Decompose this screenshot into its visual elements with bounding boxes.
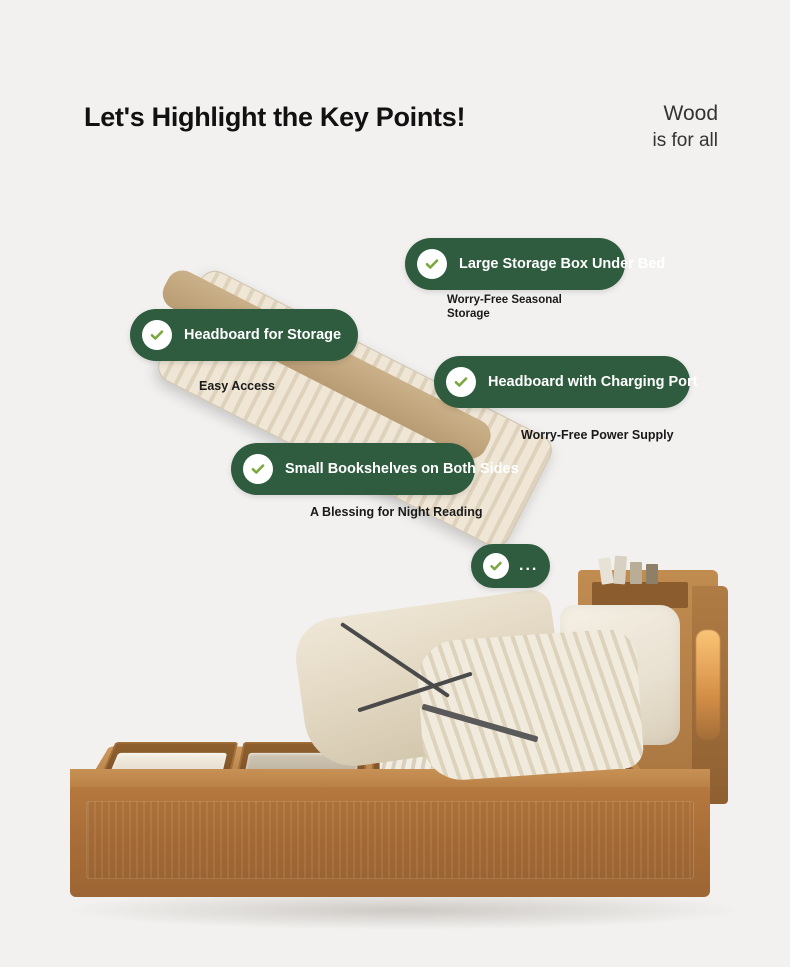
- feature-pill-bookshelves[interactable]: [231, 443, 519, 495]
- duvet-secondary: [415, 627, 644, 782]
- book-item: [630, 562, 642, 584]
- check-icon: [243, 454, 273, 484]
- feature-caption: A Blessing for Night Reading: [310, 505, 483, 519]
- book-item: [646, 564, 658, 584]
- feature-label: Large Storage Box Under Bed: [459, 256, 666, 272]
- feature-pill-more[interactable]: [471, 544, 550, 588]
- feature-pill-headboard-storage[interactable]: [130, 309, 358, 361]
- check-icon: [417, 249, 447, 279]
- feature-pill-charging-port[interactable]: [434, 356, 698, 408]
- book-item: [613, 556, 627, 585]
- reading-lamp-glow: [696, 630, 720, 740]
- check-icon: [483, 553, 509, 579]
- bed-frame-front: [70, 787, 710, 897]
- brand-line-1: Wood: [663, 102, 718, 125]
- feature-caption: Worry-Free Seasonal Storage: [447, 294, 562, 321]
- check-icon: [142, 320, 172, 350]
- feature-caption: Worry-Free Power Supply: [521, 428, 674, 442]
- feature-pill-storage-box[interactable]: [405, 238, 666, 290]
- brand-line-2: is for all: [652, 130, 718, 152]
- feature-label: Headboard for Storage: [184, 327, 342, 343]
- brand-slogan: [653, 100, 718, 154]
- feature-label: ...: [519, 557, 539, 574]
- check-icon: [446, 367, 476, 397]
- page-title: Let's Highlight the Key Points!: [84, 102, 466, 132]
- feature-caption: Easy Access: [199, 379, 275, 393]
- feature-label: Small Bookshelves on Both Sides: [285, 461, 519, 477]
- book-item: [598, 557, 614, 584]
- feature-label: Headboard with Charging Port: [488, 374, 698, 390]
